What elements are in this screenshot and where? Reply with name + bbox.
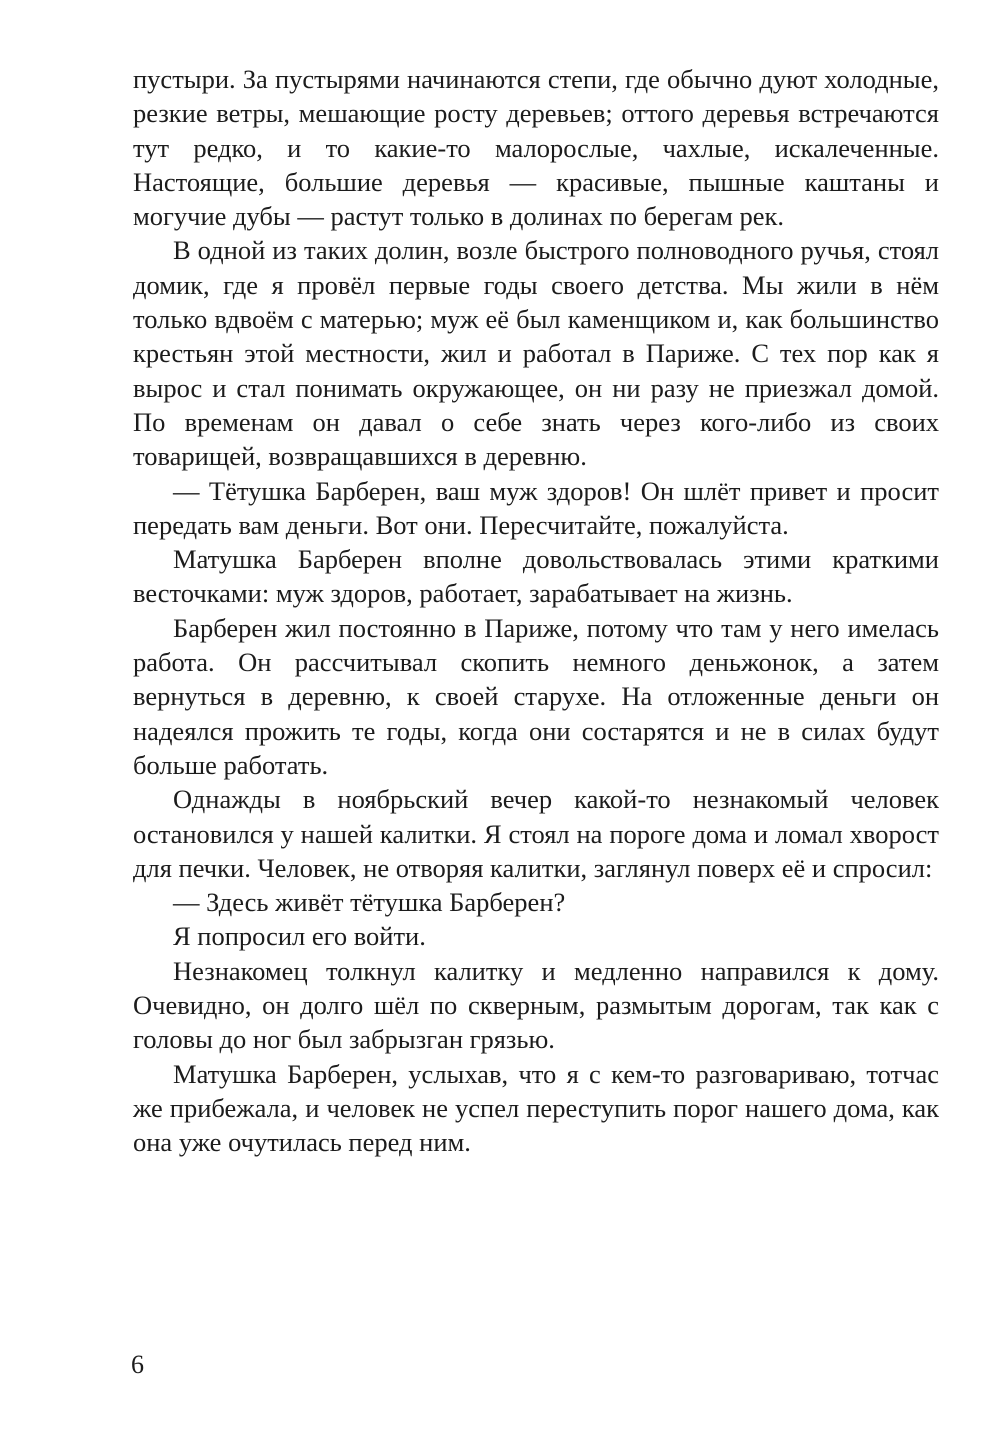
body-text (133, 62, 939, 1160)
paragraph-8: Я попросил его войти. (173, 921, 426, 952)
paragraph-5: Барберен жил постоянно в Париже, потому что там у него имелась работа. Он рассчитывал скопить немного деньжонок, а затем вернуться в деревню, к своей старухе. На отложенные деньги он надеялся прожить те годы, когда они состарятся и не в силах будут больше работать. (133, 612, 939, 780)
paragraph-10: Матушка Барберен, услыхав, что я с кем-то разговариваю, тотчас же прибежала, и человек не успел переступить порог нашего дома, как она уже очутилась перед ним. (133, 1058, 939, 1158)
page-number: 6 (131, 1350, 144, 1379)
paragraph-3: — Тётушка Барберен, ваш муж здоров! Он шлёт привет и просит передать вам деньги. Вот они. Пересчитайте, пожалуйста. (133, 475, 939, 540)
paragraph-9: Незнакомец толкнул калитку и медленно направился к дому. Очевидно, он долго шёл по скверным, размытым дорогам, так как с головы до ног был забрызган грязью. (133, 955, 939, 1055)
paragraph-4: Матушка Барберен вполне довольствовалась этими краткими весточками: муж здоров, работает, зарабатывает на жизнь. (133, 544, 939, 609)
paragraph-7: — Здесь живёт тётушка Барберен? (173, 887, 566, 918)
paragraph-1: пустыри. За пустырями начинаются степи, где обычно дуют холодные, резкие ветры, мешающие росту деревьев; оттого деревья встречаются тут редко, и то какие-то малорослые, чахлые, искалеченные. Настоящие, большие деревья — красивые, пышные каштаны и могучие дубы — растут только в долинах по берегам рек. (133, 64, 939, 232)
paragraph-2: В одной из таких долин, возле быстрого полноводного ручья, стоял домик, где я провёл первые годы своего детства. Мы жили в нём только вдвоём с матерью; муж её был каменщиком и, как большинство крестьян этой местности, жил и работал в Париже. С тех пор как я вырос и стал понимать окружающее, он ни разу не приезжал домой. По временам он давал о себе знать через кого-либо из своих товарищей, возвращавшихся в деревню. (133, 235, 939, 472)
paragraph-6: Однажды в ноябрьский вечер какой-то незнакомый человек остановился у нашей калитки. Я стоял на пороге дома и ломал хворост для печки. Человек, не отворяя калитки, заглянул поверх её и спросил: (133, 784, 939, 883)
